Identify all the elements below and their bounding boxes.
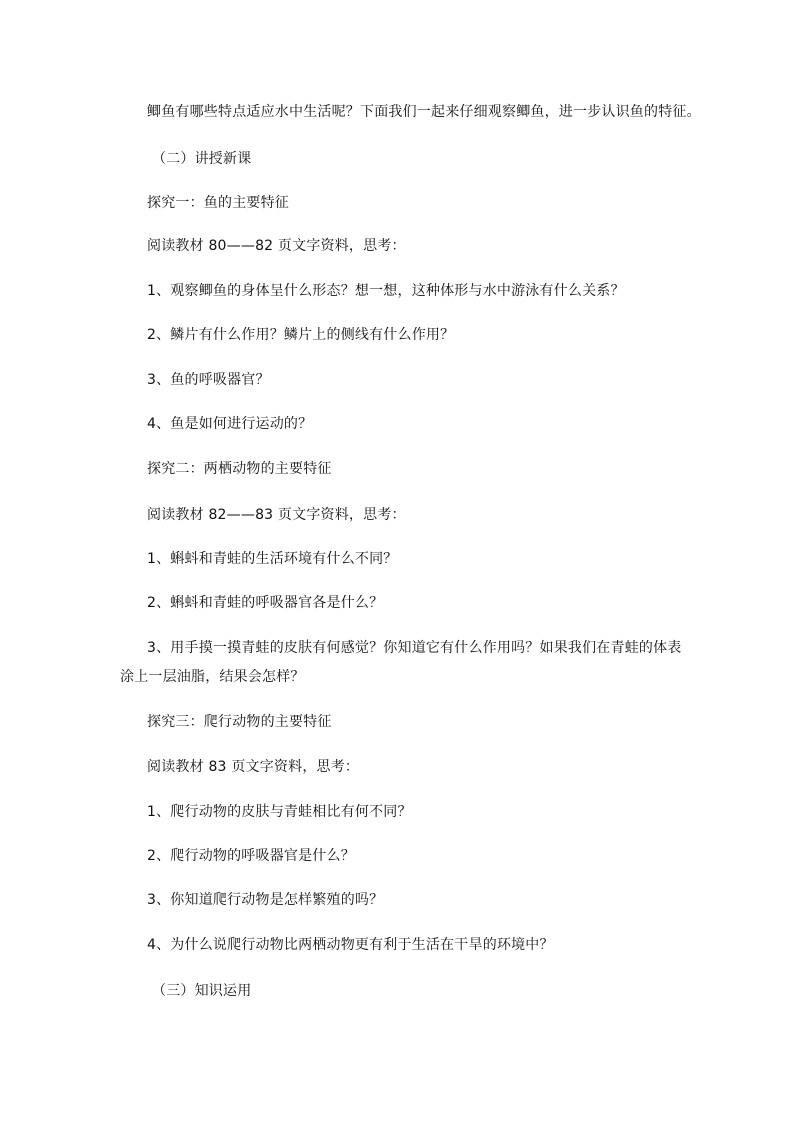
inquiry-heading-amphibian: 探究二：两栖动物的主要特征 bbox=[147, 461, 332, 477]
fish-question-4: 4、鱼是如何进行运动的？ bbox=[147, 416, 313, 432]
section-heading-knowledge-application: （三）知识运用 bbox=[152, 983, 252, 999]
intro-paragraph: 鲫鱼有哪些特点适应水中生活呢？下面我们一起来仔细观察鲫鱼，进一步认识鱼的特征。 bbox=[147, 104, 701, 120]
fish-question-3: 3、鱼的呼吸器官？ bbox=[147, 372, 270, 388]
amphibian-question-2: 2、蝌蚪和青蛙的呼吸器官各是什么？ bbox=[147, 595, 384, 611]
amphibian-question-3: 3、用手摸一摸青蛙的皮肤有何感觉？你知道它有什么作用吗？如果我们在青蛙的体表 bbox=[147, 640, 682, 656]
reptile-question-1: 1、爬行动物的皮肤与青蛙相比有何不同？ bbox=[147, 804, 412, 820]
amphibian-question-3-continued: 涂上一层油脂，结果会怎样？ bbox=[120, 669, 305, 685]
fish-question-1: 1、观察鲫鱼的身体呈什么形态？想一想，这种体形与水中游泳有什么关系？ bbox=[147, 283, 625, 299]
section-heading-new-lesson: （二）讲授新课 bbox=[152, 151, 252, 167]
reading-instruction-reptile: 阅读教材 83 页文字资料，思考： bbox=[147, 759, 360, 775]
fish-question-2: 2、鳞片有什么作用？鳞片上的侧线有什么作用？ bbox=[147, 327, 455, 343]
reptile-question-3: 3、你知道爬行动物是怎样繁殖的吗？ bbox=[147, 892, 384, 908]
inquiry-heading-fish: 探究一：鱼的主要特征 bbox=[147, 195, 289, 211]
amphibian-question-1: 1、蝌蚪和青蛙的生活环境有什么不同？ bbox=[147, 551, 398, 567]
reptile-question-2: 2、爬行动物的呼吸器官是什么？ bbox=[147, 848, 355, 864]
reptile-question-4: 4、为什么说爬行动物比两栖动物更有利于生活在干旱的环境中？ bbox=[147, 937, 554, 953]
inquiry-heading-reptile: 探究三：爬行动物的主要特征 bbox=[147, 714, 332, 730]
reading-instruction-amphibian: 阅读教材 82——83 页文字资料，思考： bbox=[147, 507, 406, 523]
reading-instruction-fish: 阅读教材 80——82 页文字资料，思考： bbox=[147, 238, 406, 254]
